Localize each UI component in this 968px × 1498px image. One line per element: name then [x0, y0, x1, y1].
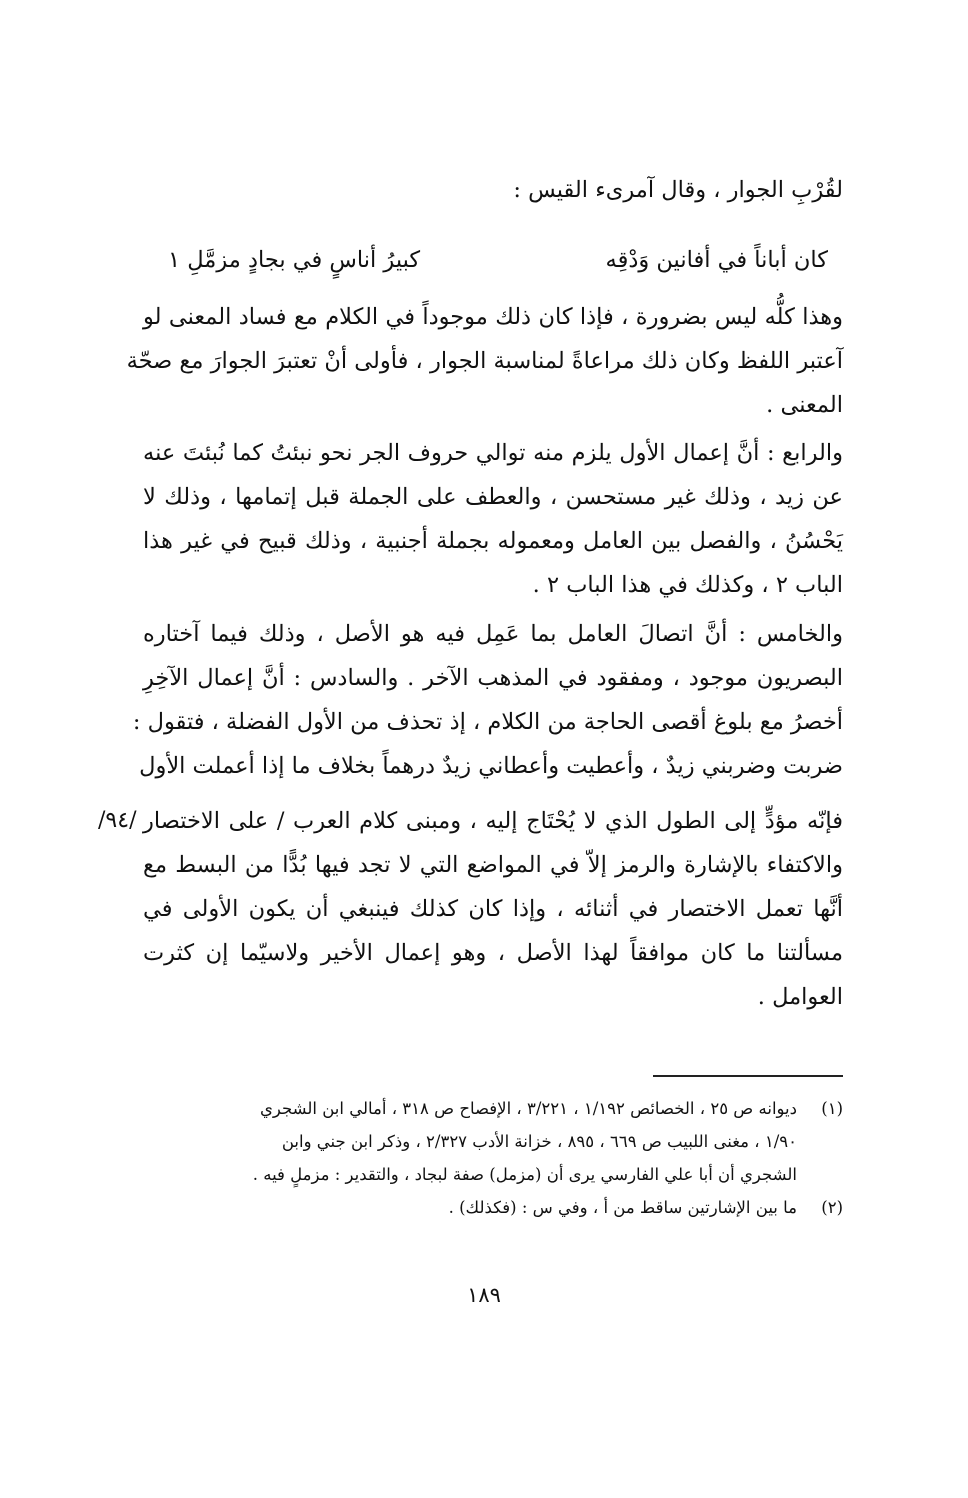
poetry-verse	[168, 238, 828, 282]
body-line-4: المعنى .	[766, 392, 843, 418]
verse-first-hemistich: كان أباناً في أفانين وَدْقِه	[605, 247, 828, 273]
body-line-14: والاكتفاء بالإشارة والرمز إلاّ في المواضع التي لا تجد فيها بُدًّا من البسط مع	[143, 852, 843, 878]
body-line-12: ضربت وضربني زيدٌ ، وأعطيت وأعطاني زيدٌ درهماً بخلاف ما إذا أعملت الأول	[139, 753, 843, 779]
body-line-6: عن زيد ، وذلك غير مستحسن ، والعطف على الجملة قبل إتمامها ، وذلك لا	[143, 484, 843, 510]
body-line-7: يَحْسُنُ ، والفصل بين العامل ومعموله بجملة أجنبية ، وذلك قبيح في غير هذا	[143, 528, 843, 554]
body-line-17: العوامل .	[757, 984, 843, 1010]
footnote-1	[143, 1094, 843, 1124]
footnote-1-line-2: ١/٩٠ ، مغنى اللبيب ص ٦٦٩ ، ٨٩٥ ، خزانة الأدب ٢/٣٢٧ ، وذكر ابن جني وابن	[281, 1132, 797, 1151]
body-line-16: مسألتنا ما كان موافقاً لهذا الأصل ، وهو إعمال الأخير ولاسيّما إن كثرت	[143, 940, 843, 966]
page-number: ١٨٩	[467, 1283, 501, 1307]
body-line-5: والرابع : أنَّ إعمال الأول يلزم منه توالي حروف الجر نحو نبئتُ كما نُبئتَ عنه	[143, 440, 843, 466]
body-line-2: وهذا كلُّه ليس بضرورة ، فإذا كان ذلك موجوداً في الكلام مع فساد المعنى لو	[143, 304, 843, 330]
body-line-11: أخصرُ مع بلوغ أقصى الحاجة من الكلام ، إذ تحذف من الأول الفضلة ، فتقول :	[132, 709, 843, 735]
body-line-15: أنَّها تعمل الاختصار في أثنائه ، وإذا كان كذلك فينبغي أن يكون الأولى في	[143, 896, 843, 922]
body-line-8: الباب ٢ ، وكذلك في هذا الباب ٢ .	[532, 572, 843, 598]
footnote-number: (٢)	[821, 1198, 843, 1217]
manuscript-folio-marker: /٩٤/	[98, 808, 137, 833]
footnote-2	[143, 1193, 843, 1223]
footnote-number: (١)	[821, 1099, 843, 1118]
footnote-1-line-3: الشجري أن أبا علي الفارسي يرى أن (مزمل) صفة لبجاد ، والتقدير : مزملٍ فيه .	[252, 1165, 797, 1184]
footnote-text: ما بين الإشارتين ساقط من أ ، وفي س : (فكذلك) .	[448, 1198, 797, 1217]
body-line-3: آعتبر اللفظ وكان ذلك مراعاةً لمناسبة الجوار ، فأولى أنْ تعتبرَ الجوارَ مع صحّة	[126, 348, 843, 374]
body-line-10: البصريون موجود ، ومفقود في المذهب الآخر . والسادس : أنَّ إعمال الآخِرِ	[143, 665, 843, 691]
verse-second-hemistich: كبيرُ أناسٍ في بجادٍ مزمَّلِ ١	[168, 247, 421, 273]
footnote-text: ديوانه ص ٢٥ ، الخصائص ١/١٩٢ ، ٣/٢٢١ ، الإفصاح ص ٣١٨ ، أمالي ابن الشجري	[260, 1099, 797, 1118]
body-line-9: والخامس : أنَّ اتصالَ العامل بما عَمِل فيه هو الأصل ، وذلك فيما آختاره	[143, 621, 843, 647]
footnote-divider	[653, 1075, 843, 1077]
body-line-13: فإنّه مؤدٍّ إلى الطول الذي لا يُحْتَاج إليه ، ومبنى كلام العرب / على الاختصار	[143, 808, 843, 834]
body-line-1: لقُرْبِ الجوار ، وقال آمرىء القيس :	[513, 177, 843, 203]
